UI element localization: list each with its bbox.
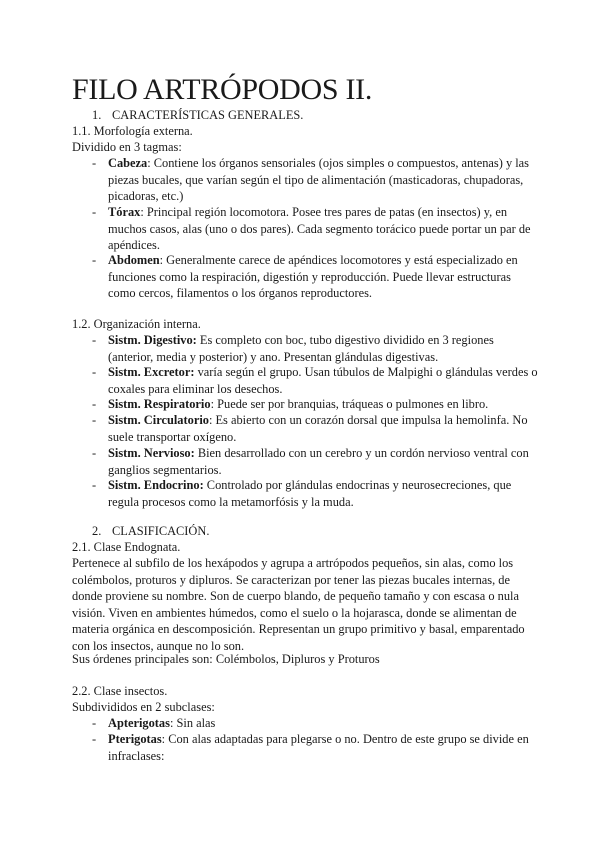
morfologia-intro: Dividido en 3 tagmas: xyxy=(72,140,182,154)
item-text: Controlado por glándulas endocrinas y neurosecreciones, que regula procesos como la metamorfósis y la muda. xyxy=(108,478,512,509)
item-text: : Puede ser por branquias, tráqueas o pulmones en libro. xyxy=(210,397,489,411)
dash-bullet: - xyxy=(92,716,97,730)
document-title: FILO ARTRÓPODOS II. xyxy=(72,73,373,106)
item-term: Tórax xyxy=(108,205,141,219)
insectos-heading: 2.2. Clase insectos. xyxy=(72,684,168,698)
item-term: Sistm. Nervioso: xyxy=(108,446,195,460)
item-term: Cabeza xyxy=(108,156,148,170)
section-1-number: 1. xyxy=(92,108,102,122)
item-term: Pterigotas xyxy=(108,732,162,746)
section-2-number: 2. xyxy=(92,524,102,538)
endognata-paragraph: Pertenece al subfilo de los hexápodos y agrupa a artrópodos pequeños, sin alas, como los colémbolos, proturos y dipluros. Se caracterizan por tener las piezas bucales internas, de donde proviene su nombre. Son de cuerpo blando, de pequeño tamaño y con escasa o nula visión. Viven en ambientes húmedos, como el suelo o la hojarasca, donde se alimentan de materia orgánica en descomposición. Representan un grupo primitivo y basal, emparentado con los insectos, aunque no lo son. xyxy=(72,556,525,653)
dash-bullet: - xyxy=(92,333,97,347)
item-text: Es completo con boc, tubo digestivo dividido en 3 regiones (anterior, media y posterior) y ano. Presentan glándulas digestivas. xyxy=(108,333,494,364)
dash-bullet: - xyxy=(92,478,97,492)
item-term: Sistm. Endocrino: xyxy=(108,478,204,492)
item-text: : Contiene los órganos sensoriales (ojos simples o compuestos, antenas) y las piezas bucales, que varían según el tipo de alimentación (masticadoras, chupadoras, picadoras, etc.) xyxy=(108,156,529,203)
item-text: : Es abierto con un corazón dorsal que impulsa la hemolinfa. No suele transportar oxígeno. xyxy=(108,413,528,444)
item-term: Apterigotas xyxy=(108,716,170,730)
endognata-ordenes: Sus órdenes principales son: Colémbolos, Dipluros y Proturos xyxy=(72,652,380,666)
item-text: : Sin alas xyxy=(169,716,216,730)
item-term: Abdomen xyxy=(108,253,160,267)
item-term: Sistm. Digestivo: xyxy=(108,333,197,347)
dash-bullet: - xyxy=(92,732,97,746)
dash-bullet: - xyxy=(92,156,97,170)
insectos-intro: Subdivididos en 2 subclases: xyxy=(72,700,215,714)
morfologia-heading: 1.1. Morfología externa. xyxy=(72,124,193,138)
section-2-label: CLASIFICACIÓN. xyxy=(112,524,210,538)
dash-bullet: - xyxy=(92,413,97,427)
item-term: Sistm. Circulatorio xyxy=(108,413,209,427)
dash-bullet: - xyxy=(92,253,97,267)
item-text: : Principal región locomotora. Posee tres pares de patas (en insectos) y, en muchos casos, alas (uno o dos pares). Cada segmento torácico puede portar un par de apéndices. xyxy=(108,205,531,252)
item-term: Sistm. Excretor: xyxy=(108,365,195,379)
endognata-heading: 2.1. Clase Endognata. xyxy=(72,540,181,554)
organizacion-heading: 1.2. Organización interna. xyxy=(72,317,201,331)
item-text: : Generalmente carece de apéndices locomotores y está especializado en funciones como la respiración, digestión y reproducción. Puede llevar estructuras como cercos, filamentos o los órganos reproductores. xyxy=(108,253,518,300)
dash-bullet: - xyxy=(92,397,97,411)
dash-bullet: - xyxy=(92,446,97,460)
dash-bullet: - xyxy=(92,205,97,219)
item-text: : Con alas adaptadas para plegarse o no. Dentro de este grupo se divide en infraclases: xyxy=(108,732,529,763)
section-1-label: CARACTERÍSTICAS GENERALES. xyxy=(112,108,304,122)
item-text: varía según el grupo. Usan túbulos de Malpighi o glándulas verdes o coxales para eliminar los desechos. xyxy=(108,365,538,396)
item-text: Bien desarrollado con un cerebro y un cordón nervioso ventral con ganglios segmentarios. xyxy=(108,446,529,477)
dash-bullet: - xyxy=(92,365,97,379)
item-term: Sistm. Respiratorio xyxy=(108,397,211,411)
